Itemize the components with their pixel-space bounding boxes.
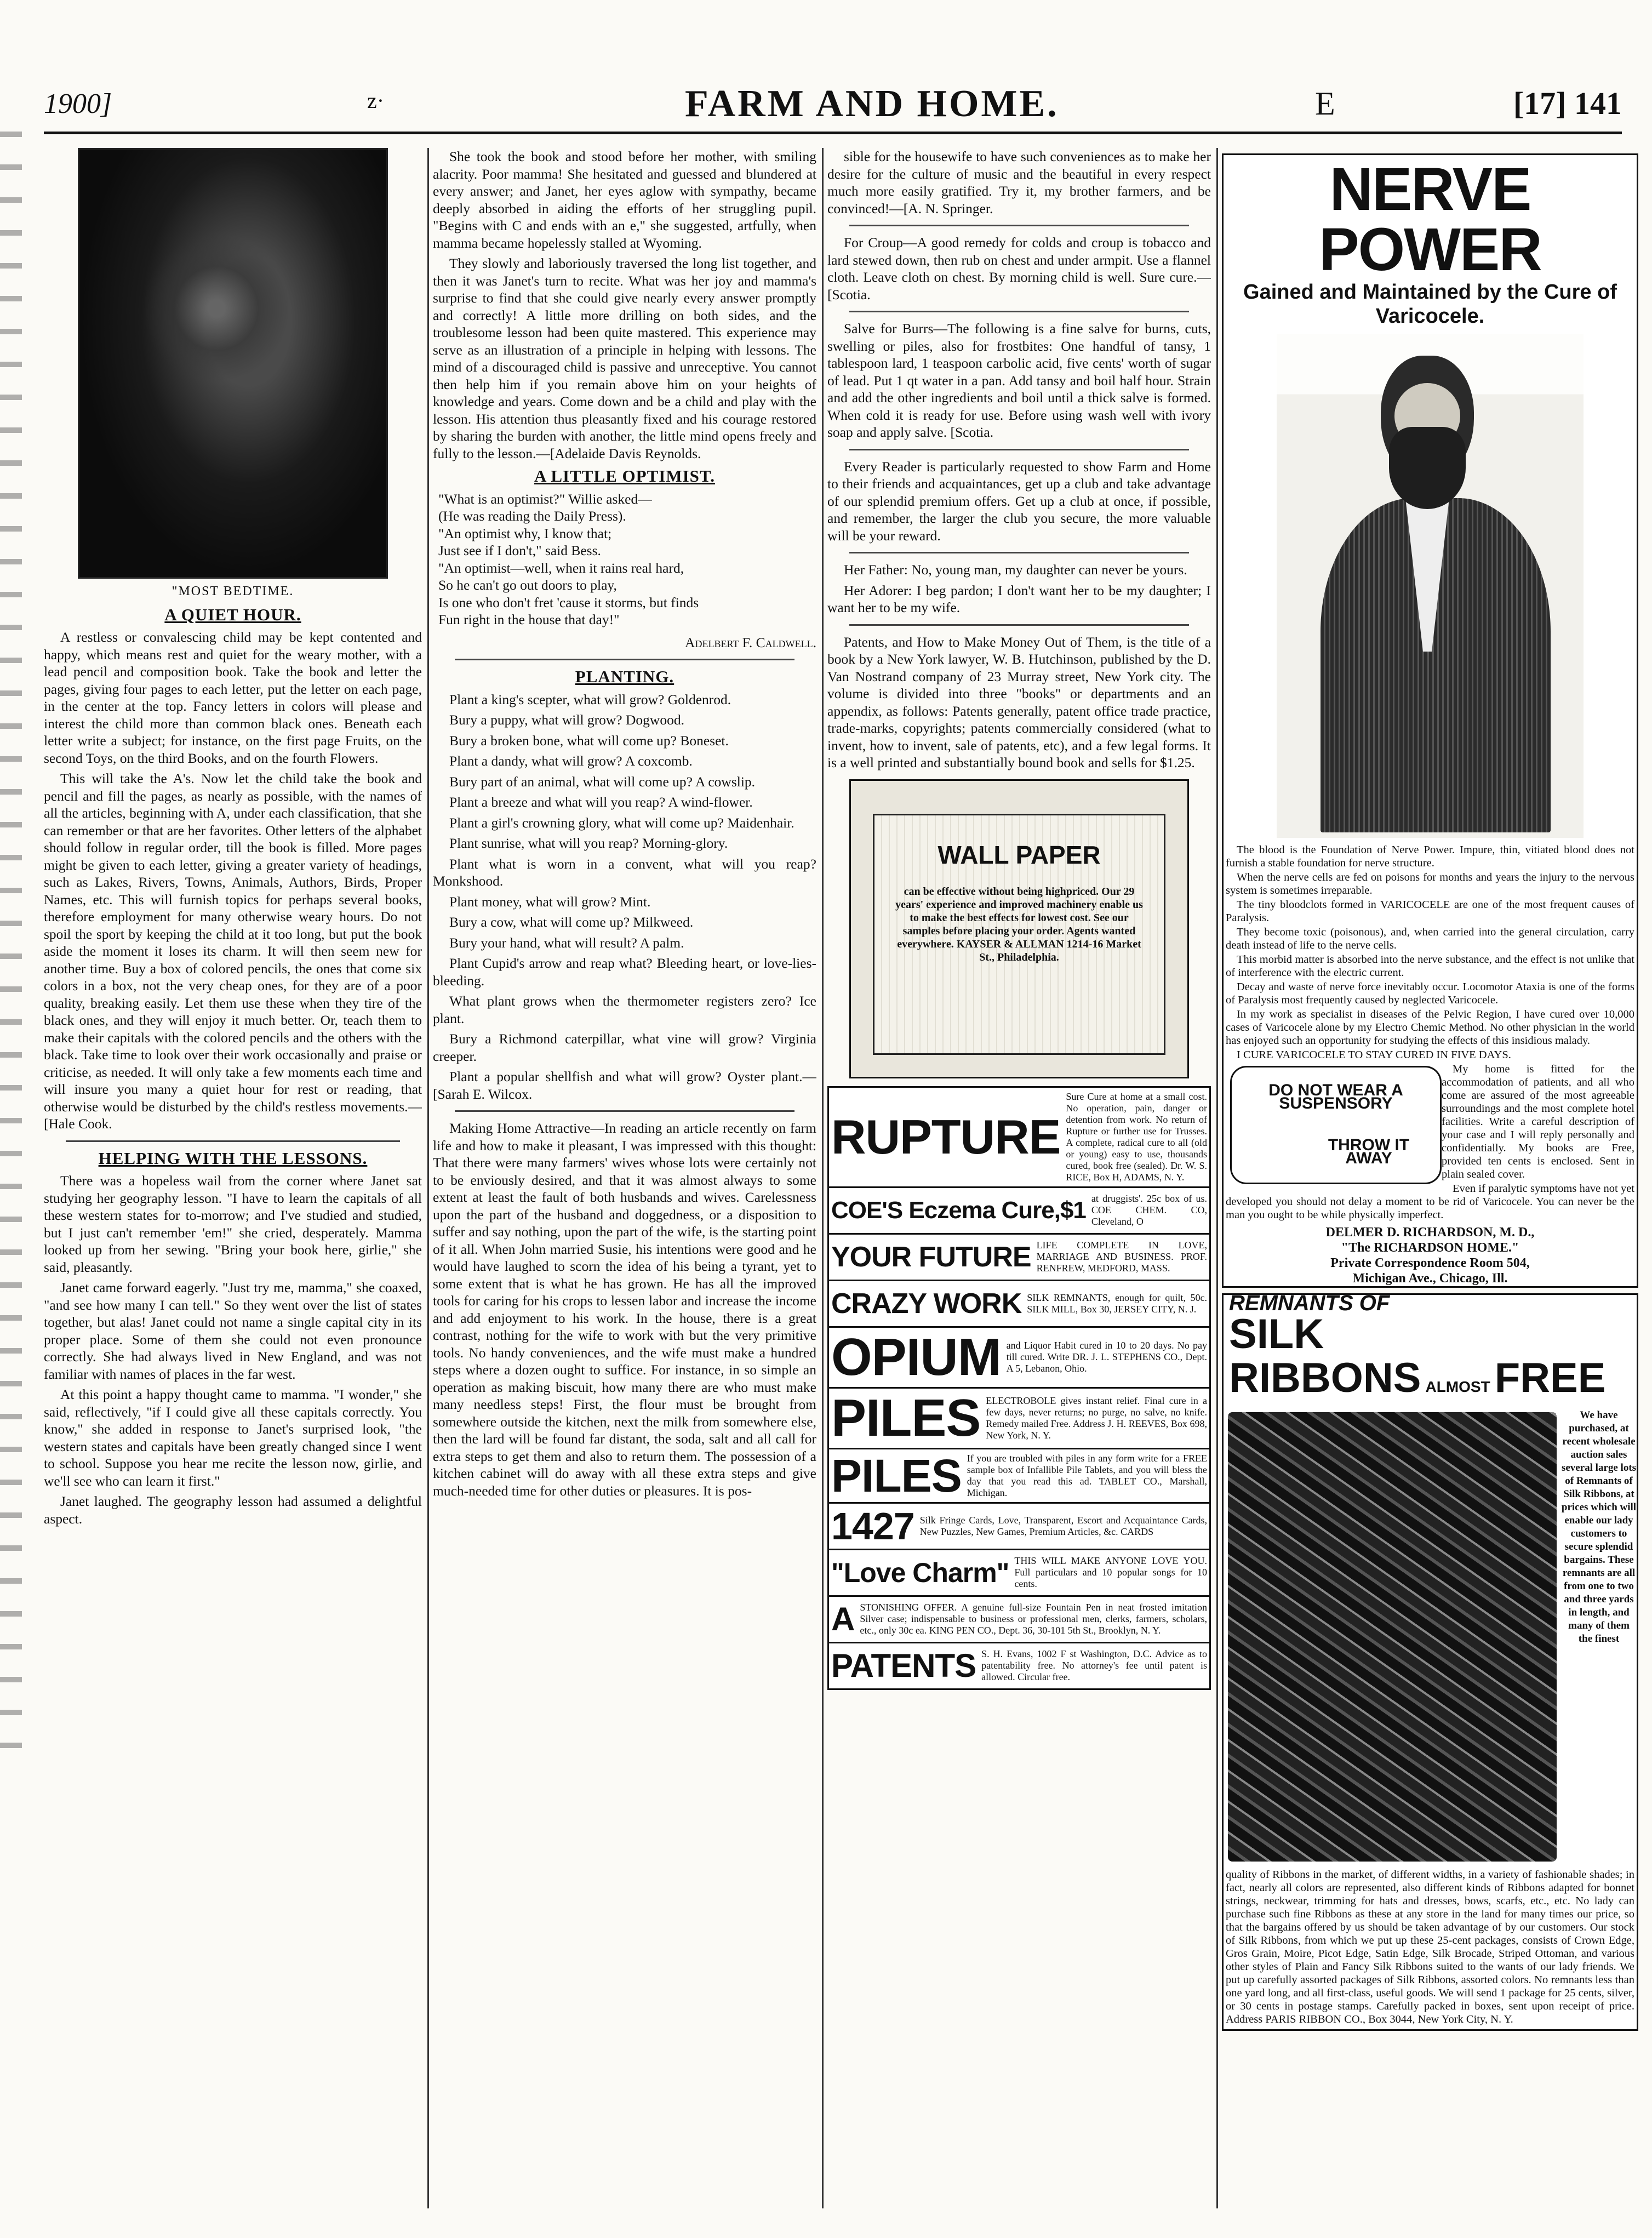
silk-ad-copy: quality of Ribbons in the market, of different widths, in a variety of fashionable shades; in fact, nearly all colors are represented, also different kinds of Ribbons adapted for bonnet strings, neckwear, trimming for hats and dresses, bows, scarfs, etc., etc. No lady can purchase such fine Ribbons as these at any store in the land for many times our price, so that the bargains offered by us should be taken advantage of by our customers. Our stock of Silk Ribbons, from which we put up these 25-cent packages, consists of Crown Edge, Gros Grain, Moire, Picot Edge, Satin Edge, Silk Brocade, Striped Ottoman, and various other styles of Plain and Fancy Silk Ribbons suited to the wants of our lady friends. We put up carefully assorted packages of Silk Ribbons, assorted colors. No remnants less than one yard long, and all first-class, useful goods. We will send 1 package for 25 cents, silver, or 30 cents in postage stamps. Carefully packed in boxes, sent upon receipt of price. Address PARIS RIBBON CO., Box 3044, New York City, N. Y. [1226,1868,1634,2025]
poem-byline: Adelbert F. Caldwell. [685,634,816,650]
ad-headline: YOUR FUTURE [831,1241,1031,1273]
header-mark: z· [367,88,385,113]
article-paragraph: At this point a happy thought came to mamma. "I wonder," she said, reflectively, "if I could give all these capitals correctly. You know," she added in response to Janet's surprised look, "the western states and capitals have been greatly changed since I went to school. Suppose you hear me recite the lesson now, girlie, and we'll see who can learn it first." [44,1386,422,1489]
ad-paragraph: I CURE VARICOCELE TO STAY CURED IN FIVE DAYS. [1237,1049,1511,1061]
ad-address-line: Private Correspondence Room 504, [1330,1256,1530,1270]
ad-text: S. H. Evans, 1002 F st Washington, D.C. Advice as to patentability free. No attorney's fee until patent is allowed. Circular free. [981,1648,1207,1682]
divider [849,311,1189,312]
ribbons-illustration [1228,1412,1557,1862]
poem-line: "An optimist why, I know that; [438,525,612,541]
column-rule [427,148,429,2208]
column-rule [822,148,824,2208]
header-year: 1900] [44,88,112,119]
divider [66,1140,400,1142]
silk-ad-free: FREE [1494,1354,1606,1401]
article-paragraph: Janet laughed. The geography lesson had assumed a delightful aspect. [44,1493,422,1527]
ad-fountain-pen [829,1597,1209,1643]
poem-line: Just see if I don't," said Bess. [438,543,601,558]
planting-item: Bury your hand, what will result? A palm. [449,934,684,951]
nerve-power-subtitle: Gained and Maintained by the Cure of Varicocele. [1243,281,1617,328]
divider [455,659,794,660]
ad-paragraph: This morbid matter is absorbed into the nerve substance, and the effect is not unlike that of interference with the electric current. [1226,954,1634,979]
ad-paragraph: When the nerve cells are fed on poisons for months and years the injury to the nervous system is sometimes irreparable. [1226,871,1634,897]
divider [849,449,1189,450]
wallpaper-ad-title: WALL PAPER [938,840,1101,869]
article-paragraph: A restless or convalescing child may be kept contented and happy, which means rest and quiet for the weary mother, with a lead pencil and composition book. Take the book and letter the pages, giving four pages to each letter, put the letter on each page, in the center at the top. Fancy letters in colors will please and interest the child more than common black ones. Beneath each letter write a subject; for instance, on the first page Fruits, on the second Toys, on the third Books, and on the fourth Flowers. [44,629,422,766]
ad-text: and Liquor Habit cured in 10 to 20 days. No pay till cured. Write DR. J. L. STEPHENS CO., Dept. A 5, Lebanon, Ohio. [1006,1340,1207,1374]
ad-headline: 1427 [831,1504,914,1548]
richardson-home: "The RICHARDSON HOME." [1341,1241,1519,1255]
ad-paragraph: Even if paralytic symptoms have not yet developed you should not delay a moment to be rid of Varicocele. You can never be the man you ought to be while physically imperfect. [1226,1183,1634,1221]
poem-line: "An optimist—well, when it rains real hard, [438,560,684,576]
article-title-helping-lessons: HELPING WITH THE LESSONS. [98,1148,368,1168]
ad-text: Silk Fringe Cards, Love, Transparent, Escort and Acquaintance Cards, New Puzzles, New Games, Premium Articles, &c. CARDS [919,1514,1207,1537]
silk-ad-title [1229,1312,1637,1409]
ad-love-charm [829,1550,1209,1597]
poem-optimist [438,490,816,629]
ad-piles-tablets [829,1449,1209,1504]
article-paragraph: Every Reader is particularly requested to show Farm and Home to their friends and acquaintances, get up a club and take advantage of our splendid premium offers. Get up a club at once, if possible, and remember, the larger the club you secure, the more valuable will be your reward. [827,458,1211,544]
article-paragraph: Making Home Attractive—In reading an article recently on farm life and how to make it pleasant, I was impressed with this thought: That there were many farmers' wives whose lots were certainly not to be enviously desired, and that it was almost always to some extent at least the fault of both husbands and wives. Carelessness upon the part of the husband and doggedness, or a disposition to suffer and say nothing, upon the part of the wife, is the starting point of it all. When John married Susie, his intentions were good and he would have laughed to scorn the idea of his being a tyrant, yet to some extent that is what he has grown. He has all the improved tools for caring for his crops to lessen labor and increase the income and add enjoyment to his work. In the house, there is a great contrast, nothing for the wife to work with but the very primitive tools. No handy conveniences, and the wife must make a hundred steps where a dozen ought to suffice. For instance, in so simple an operation as making biscuit, how many there are who must make many needless steps! First, the flour must be brought from somewhere outside the kitchen, next the milk from somewhere else, then the lard will be found far distant, the soda, salt and all call for extra steps to get them and also to return them. The possession of a kitchen cabinet will do away with all these extra steps and give much-needed time for other duties or pleasures. It is pos- [433,1120,816,1499]
planting-item: Bury a Richmond caterpillar, what vine will grow? Virginia creeper. [433,1031,816,1064]
planting-item: Plant what is worn in a convent, what will you reap? Monkshood. [433,855,816,889]
poem-title-optimist: A LITTLE OPTIMIST. [534,466,716,486]
ad-paragraph: In my work as specialist in diseases of the Pelvic Region, I have cured over 10,000 cases of Varicocele alone by my Electro Chemic Method. No other physician in the world has enjoyed such an opportunity for studying the effects of this insidious malady. [1226,1008,1634,1047]
ad-text: at druggists'. 25c box of us. COE CHEM. CO, Cleveland, O [1091,1193,1207,1227]
suspensory-text-bottom: THROW IT AWAY [1328,1136,1410,1167]
ad-headline: PILES [831,1449,962,1501]
planting-item: Plant a popular shellfish and what will grow? Oyster plant.—[Sarah E. Wilcox. [433,1069,816,1102]
ad-text: If you are troubled with piles in any form write for a FREE sample box of Infallible Pile Tablets, and you will bless the day that you read this ad. TABLET CO., Marshall, Michigan. [967,1452,1207,1498]
nerve-power-title: NERVE POWER [1319,156,1541,283]
planting-item: Plant money, what will grow? Mint. [449,893,651,910]
planting-item: Plant a breeze and what will you reap? A wind-flower. [449,794,753,810]
planting-item: Bury a cow, what will come up? Milkweed. [449,914,694,930]
article-paragraph: This will take the A's. Now let the child take the book and pencil and fill the pages, as nearly as possible, with the names of all the articles, beginning with A, under each classification, that she can remember or that are her favorites. Other letters of the alphabet should follow in regular order, till the book is filled. More pages might be given to each letter, giving a greater variety of headings, such as Lakes, Rivers, Towns, Animals, Authors, Birds, Proper Names, etc. This will furnish topics for perhaps several books, therefore employment for many otherwise weary hours. Do not spoil the sport by keeping the child at it too long, but put the book aside the moment it loses its charm. It will then seem new for another time. Buy a box of colored pencils, the ones that come six colors in a box, not the very cheap ones, for they are of a poor quality, breaking easily. Let them use these when they tire of the black ones, and they will enjoy it much better. Or, teach them to make their capitals with the colored pencils and the others with the black. Take time to look over their work occasionally and praise or criticise, as needed. It will only take a few moments each time and will insure you many a quiet hour for rest or reading, that otherwise would be disturbed by the child's restless movements.—[Hale Cook. [44,770,422,1132]
wallpaper-ad [849,779,1189,1078]
ad-eczema [829,1188,1209,1235]
article-paragraph: They slowly and laboriously traversed the long list together, and then it was Janet's turn to recite. What was her joy and mamma's surprise to find that she could give nearly every answer promptly and correctly! A little more drilling on both sides, and the troublesome lesson had been quite mastered. This experience may serve as an illustration of a principle in helping with lessons. The mind of a discouraged child is passive and unreceptive. You cannot then help him if you remain above him on your heights of knowledge and years. Come down and be a child and play with the lesson. His attention thus pleasantly fixed and his courage restored by sharing the burden with another, the little mind opens freely and fully to the lesson.—[Adelaide Davis Reynolds. [433,255,816,461]
column-3 [827,148,1211,2214]
article-paragraph: Salve for Burrs—The following is a fine salve for burns, cuts, swelling or piles, also for frostbites: One handful of tansy, 1 tablespoon lard, 1 teaspoon carbolic acid, five cents' worth of sugar of lead. Put 1 qt water in a pan. Add tansy and boil half hour. Strain and add the other ingredients and boil until a thick salve is formed. When cold it is ready for use. Before using wash well with ivory soap and apply salve. [Scotia. [827,321,1211,440]
ad-headline: COE'S Eczema Cure,$1 [831,1196,1086,1224]
planting-item: Plant Cupid's arrow and reap what? Bleeding heart, or love-lies-bleeding. [433,955,816,989]
suspensory-illustration [1230,1066,1442,1184]
column-4 [1222,148,1638,2214]
ad-text: Sure Cure at home at a small cost. No operation, pain, danger or detention from work. No return of Rupture or further use for Trusses. A complete, radical cure to all (old or young) easy to use, thousands cured, book free (sealed). Dr. W. S. RICE, Box H, ADAMS, N. Y. [1066,1091,1207,1183]
ad-headline: A [831,1600,855,1637]
ad-headline: PATENTS [831,1647,976,1684]
header-section-letter: E [1315,85,1335,122]
planting-item: Bury a broken bone, what will come up? Boneset. [449,732,729,749]
article-paragraph: For Croup—A good remedy for colds and croup is tobacco and lard stewed down, then rub on chest and under armpit. Use a flannel cloth. Leave cloth on chest. By morning child is well. Sure cure.—[Scotia. [827,235,1211,302]
ad-text: THIS WILL MAKE ANYONE LOVE YOU. Full particulars and 10 popular songs for 10 cents. [1014,1555,1207,1589]
ad-address-line: Michigan Ave., Chicago, Ill. [1352,1271,1508,1286]
divider [455,1110,794,1112]
ad-text: STONISHING OFFER. A genuine full-size Fountain Pen in neat frosted imitation Silver case; indispensable to business or professional men, clerks, farmers, scholars, etc., only 30c ea. KING PEN CO., Dept. 36, 30-101 5th St., Brooklyn, N. Y. [860,1602,1207,1636]
photo-caption: "MOST BEDTIME. [172,584,294,598]
ad-piles-electrobole [829,1389,1209,1449]
article-paragraph: Janet came forward eagerly. "Just try me, mamma," she coaxed, "and see how many I can tell." So they went over the list of states together, but alas! Janet could not name a single capital city in its proper place. Some of them she could not even pronounce correctly. She had always lived in New England, and was not familiar with names of places in the far west. [44,1280,422,1382]
doctor-portrait [1277,334,1584,838]
bedtime-photo [78,148,388,579]
nerve-power-ad [1222,153,1638,1288]
planting-item: Plant a dandy, what will grow? A coxcomb. [449,753,693,769]
classified-ads [827,1086,1211,1690]
article-paragraph: Patents, and How to Make Money Out of Them, is the title of a book by a New York lawyer, W. B. Hutchinson, published by the D. Van Nostrand company of 23 Murray street, New York city. The volume is divided into three "books" or departments and an appendix, as follows: Patents generally, patent office trade practice, trade-marks, copyrights; patents commercially considered (what to invent, how to invent, sale of patents, etc), and a few legal forms. It is a well printed and substantially bound book and sells for $1.25. [827,633,1211,770]
ad-headline: RUPTURE [831,1109,1061,1164]
planting-item: Plant a girl's crowning glory, what will come up? Maidenhair. [449,814,794,831]
silk-ad-title-main: SILK RIBBONS [1229,1310,1421,1401]
ad-paragraph: My home is fitted for the accommodation of patients, and all who come are assured of the most agreeable surroundings and the most complete hotel facilities. Write a careful description of your case and I will reply personally and confidentially. My books are Free, provided ten cents is enclosed. Sent in plain sealed cover. [1442,1063,1634,1180]
poem-line: "What is an optimist?" Willie asked— [438,490,652,507]
planting-item: What plant grows when the thermometer registers zero? Ice plant. [433,993,816,1026]
column-rule [1216,148,1218,2208]
ad-paragraph: Decay and waste of nerve force inevitably occur. Locomotor Ataxia is one of the forms of Paralysis most frequently caused by neglected Varicocele. [1226,981,1634,1006]
ad-patents [829,1643,1209,1688]
planting-item: Bury part of an animal, what will come up? A cowslip. [449,773,756,790]
adjacent-page-edge [0,132,22,1775]
nerve-power-copy [1226,843,1634,1221]
article-title-quiet-hour: A QUIET HOUR. [164,604,301,624]
poem-line: Fun right in the house that day!" [438,612,620,627]
article-paragraph: sible for the housewife to have such conveniences as to make her desire for the culture of music and the beautiful in every respect much more easily gratified. Try it, my brother farmers, and be convinced!—[A. N. Springer. [827,149,1211,216]
article-paragraph: Her Adorer: I beg pardon; I don't want her to be my daughter; I want her to be my wife. [827,582,1211,615]
ad-paragraph: The blood is the Foundation of Nerve Power. Impure, thin, vitiated blood does not furnish a stable foundation for nerve structure. [1226,844,1634,869]
ad-your-future [829,1235,1209,1281]
planting-item: Plant a king's scepter, what will grow? Goldenrod. [449,691,731,707]
ad-text: LIFE COMPLETE IN LOVE, MARRIAGE AND BUSINESS. PROF. RENFREW, MEDFORD, MASS. [1036,1240,1207,1274]
masthead-title: FARM AND HOME. [685,83,1059,125]
page-header [44,82,1622,134]
ad-text: SILK REMNANTS, enough for quilt, 50c. SILK MILL, Box 30, JERSEY CITY, N. J. [1027,1292,1207,1315]
ad-headline: "Love Charm" [831,1557,1009,1588]
poem-line: Is one who don't fret 'cause it storms, but finds [438,594,699,610]
wallpaper-ad-text: can be effective without being highpriced. Our 29 years' experience and improved machinery enable us to make the best effects for lowest cost. See our samples before placing your order. Agents wanted everywhere. KAYSER & ALLMAN 1214-16 Market St., Philadelphia. [895,885,1143,963]
ad-headline: OPIUM [831,1327,1001,1386]
silk-ribbons-ad [1222,1293,1638,2031]
ad-opium [829,1328,1209,1389]
poem-line: (He was reading the Daily Press). [438,508,626,524]
silk-ad-almost: ALMOST [1425,1378,1490,1395]
silk-ad-side-text: We have purchased, at recent wholesale auction sales several large lots of Remnants of Silk Ribbons, at prices which will enable our lady customers to secure splendid bargains. These remnants are all from one to two and three yards in length, and many of them the finest [1561,1409,1637,1645]
ad-rupture [829,1088,1209,1188]
ad-text: ELECTROBOLE gives instant relief. Final cure in a few days, never returns; no purge, no salve, no knife. Remedy mailed Free. Address J. H. REEVES, Box 698, New York, N. Y. [986,1395,1207,1441]
ad-paragraph: The tiny bloodclots formed in VARICOCELE are one of the most frequent causes of Paralysis. [1226,899,1634,924]
article-title-planting: PLANTING. [575,667,674,686]
divider [849,624,1189,626]
article-paragraph: There was a hopeless wail from the corner where Janet sat studying her geography lesson. "I have to learn the capitals of all these western states for to-morrow; and I've studied and studied, but I just can't remember 'em!" she cried, desperately. Mamma looked up from her sewing. "Bring your book here, girlie," she said, pleasantly. [44,1173,422,1275]
silk-ad-kicker: REMNANTS OF [1229,1293,1390,1315]
doctor-signature: DELMER D. RICHARDSON, M. D., [1325,1225,1535,1240]
ad-headline: CRAZY WORK [831,1287,1022,1320]
divider [849,552,1189,553]
planting-item: Plant sunrise, what will you reap? Morning-glory. [449,835,728,851]
column-1 [44,148,422,2214]
suspensory-text-top: DO NOT WEAR A SUSPENSORY [1268,1081,1403,1112]
poem-line: So he can't go out doors to play, [438,577,617,593]
ad-headline: PILES [831,1388,981,1447]
divider [849,225,1189,226]
column-2 [433,148,816,2214]
article-paragraph: She took the book and stood before her mother, with smiling alacrity. Poor mamma! She hesitated and guessed and blundered at every answer; and Janet, her eyes aglow with sympathy, became deeply absorbed in aiding the efforts of her struggling pupil. "Begins with C and ends with an e," she suggested, artfully, when mamma became hopelessly stalled at Wyoming. [433,149,816,251]
planting-item: Bury a puppy, what will grow? Dogwood. [449,712,684,728]
ad-paragraph: They become toxic (poisonous), and, when carried into the general circulation, carry death instead of life to the nerve cells. [1226,926,1634,951]
page-number: [17] 141 [1513,85,1622,121]
ad-cards [829,1504,1209,1550]
article-paragraph: Her Father: No, young man, my daughter can never be yours. [844,562,1187,578]
ad-crazy-work [829,1281,1209,1328]
